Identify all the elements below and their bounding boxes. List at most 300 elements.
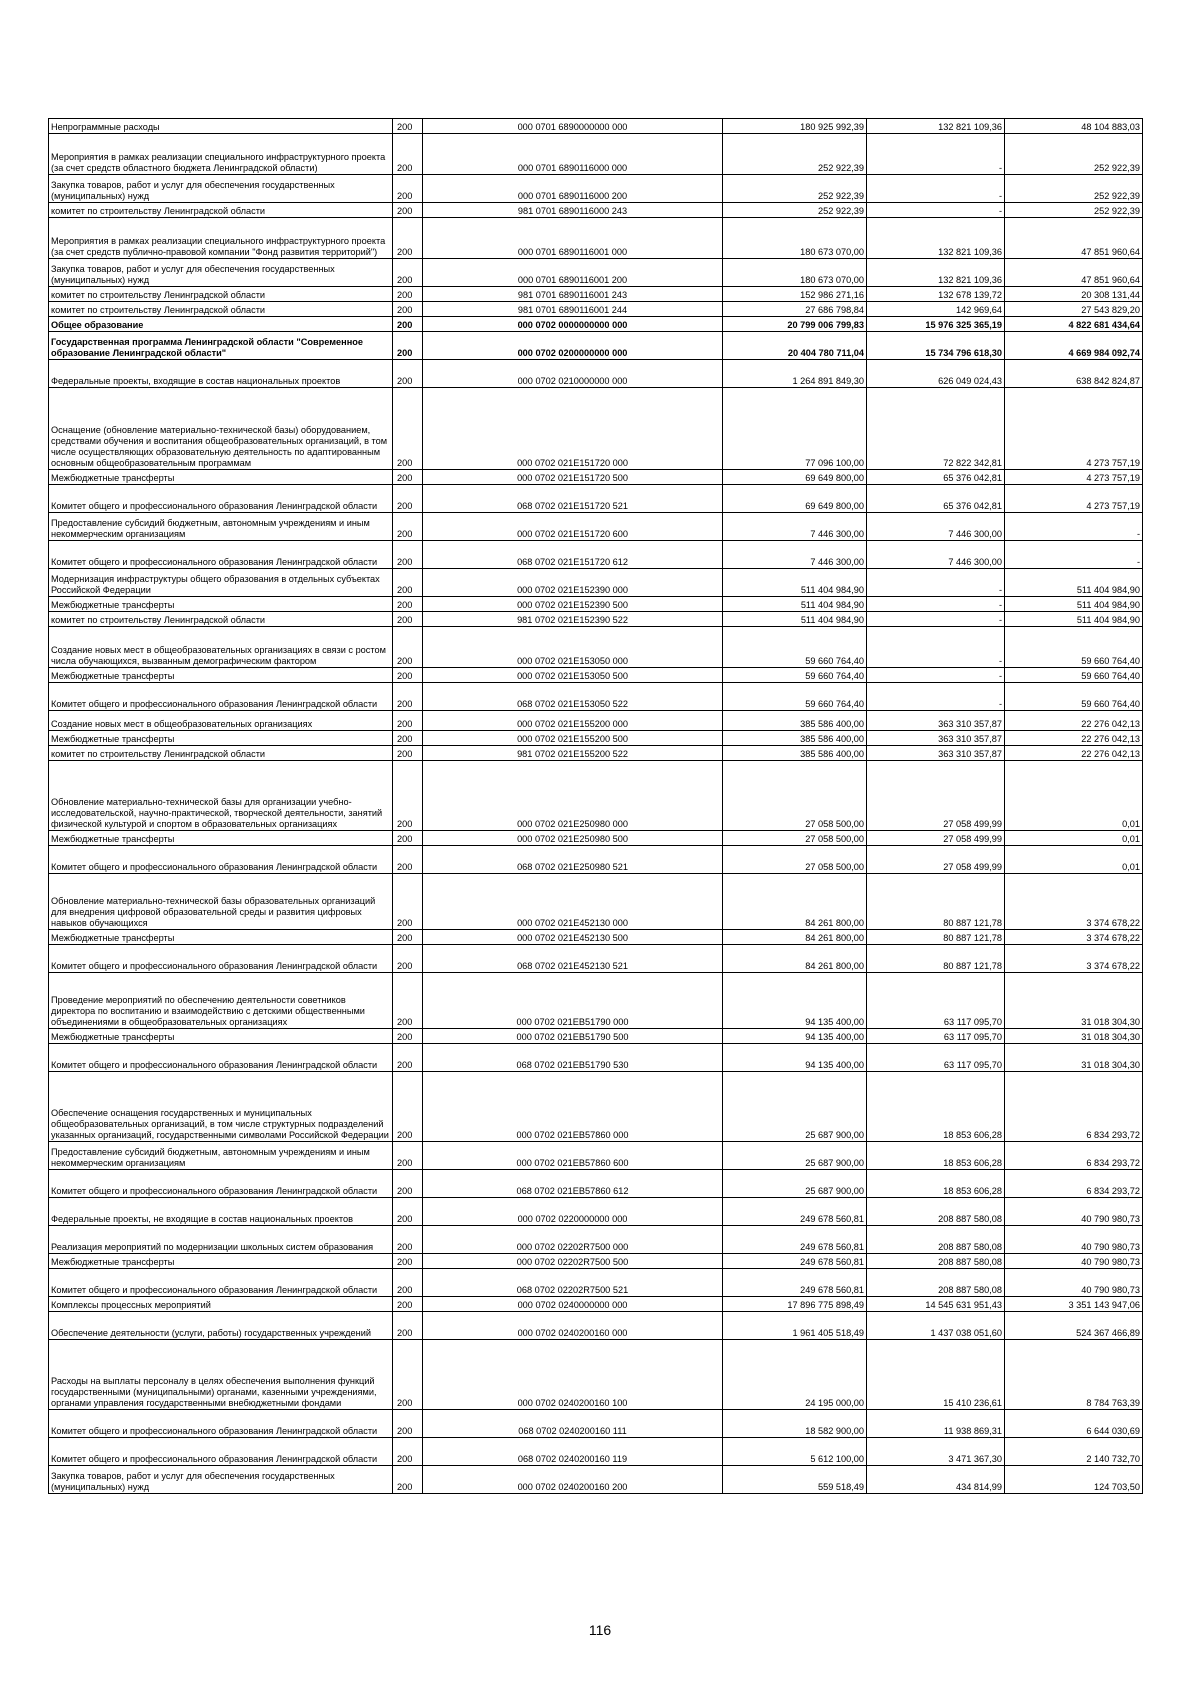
table-row xyxy=(49,612,1143,627)
row-budget-code: 981 0701 6890116000 243 xyxy=(423,203,723,218)
row-unexecuted-amount: 4 822 681 434,64 xyxy=(1005,317,1143,332)
row-line-code: 200 xyxy=(393,1269,423,1297)
row-executed-amount: - xyxy=(867,134,1005,175)
row-name: Мероприятия в рамках реализации специального инфраструктурного проекта (за счет средств публично-правовой компании "Фонд развития территорий") xyxy=(49,218,393,259)
row-budget-code: 000 0701 6890116000 200 xyxy=(423,175,723,203)
row-name: Государственная программа Ленинградской области "Современное образование Ленинградской области" xyxy=(49,332,393,360)
row-unexecuted-amount: 47 851 960,64 xyxy=(1005,218,1143,259)
table-row xyxy=(49,332,1143,360)
row-name: комитет по строительству Ленинградской области xyxy=(49,302,393,317)
table-row xyxy=(49,513,1143,541)
row-name: комитет по строительству Ленинградской области xyxy=(49,203,393,218)
row-approved-amount: 180 673 070,00 xyxy=(723,218,867,259)
page-number: 116 xyxy=(588,1622,612,1638)
row-approved-amount: 249 678 560,81 xyxy=(723,1254,867,1269)
row-unexecuted-amount: 40 790 980,73 xyxy=(1005,1254,1143,1269)
row-name: Обновление материально-технической базы для организации учебно-исследовательской, научно-практической, творческой деятельности, занятий физической культурой и спортом в образовательных организациях xyxy=(49,761,393,831)
row-executed-amount: 27 058 499,99 xyxy=(867,831,1005,846)
row-approved-amount: 249 678 560,81 xyxy=(723,1226,867,1254)
budget-execution-table xyxy=(48,118,1143,1494)
row-unexecuted-amount: 31 018 304,30 xyxy=(1005,1029,1143,1044)
row-line-code: 200 xyxy=(393,569,423,597)
row-approved-amount: 69 649 800,00 xyxy=(723,470,867,485)
row-approved-amount: 27 686 798,84 xyxy=(723,302,867,317)
row-line-code: 200 xyxy=(393,973,423,1029)
row-name: Комитет общего и профессионального образования Ленинградской области xyxy=(49,945,393,973)
table-row xyxy=(49,761,1143,831)
table-row xyxy=(49,1072,1143,1142)
row-unexecuted-amount: - xyxy=(1005,513,1143,541)
row-name: Общее образование xyxy=(49,317,393,332)
table-row xyxy=(49,175,1143,203)
row-approved-amount: 25 687 900,00 xyxy=(723,1142,867,1170)
row-unexecuted-amount: 59 660 764,40 xyxy=(1005,627,1143,668)
row-name: Межбюджетные трансферты xyxy=(49,1029,393,1044)
row-unexecuted-amount: 0,01 xyxy=(1005,831,1143,846)
row-budget-code: 000 0702 021E250980 000 xyxy=(423,761,723,831)
row-budget-code: 000 0701 6890116001 200 xyxy=(423,259,723,287)
row-name: Федеральные проекты, входящие в состав национальных проектов xyxy=(49,360,393,388)
row-unexecuted-amount: 4 273 757,19 xyxy=(1005,388,1143,470)
row-name: Мероприятия в рамках реализации специального инфраструктурного проекта (за счет средств областного бюджета Ленинградской области) xyxy=(49,134,393,175)
row-approved-amount: 59 660 764,40 xyxy=(723,627,867,668)
row-line-code: 200 xyxy=(393,541,423,569)
row-unexecuted-amount: 252 922,39 xyxy=(1005,175,1143,203)
row-unexecuted-amount: 20 308 131,44 xyxy=(1005,287,1143,302)
row-budget-code: 000 0702 0200000000 000 xyxy=(423,332,723,360)
row-budget-code: 000 0702 021E152390 000 xyxy=(423,569,723,597)
row-line-code: 200 xyxy=(393,668,423,683)
row-name: Непрограммные расходы xyxy=(49,119,393,134)
row-budget-code: 000 0702 0220000000 000 xyxy=(423,1198,723,1226)
row-budget-code: 000 0702 021E155200 000 xyxy=(423,711,723,731)
row-line-code: 200 xyxy=(393,1044,423,1072)
row-unexecuted-amount: - xyxy=(1005,541,1143,569)
row-budget-code: 000 0702 021E250980 500 xyxy=(423,831,723,846)
row-executed-amount: 18 853 606,28 xyxy=(867,1170,1005,1198)
row-executed-amount: - xyxy=(867,203,1005,218)
row-name: Закупка товаров, работ и услуг для обеспечения государственных (муниципальных) нужд xyxy=(49,1466,393,1494)
row-approved-amount: 1 961 405 518,49 xyxy=(723,1312,867,1340)
row-budget-code: 068 0702 021E452130 521 xyxy=(423,945,723,973)
table-row xyxy=(49,973,1143,1029)
row-executed-amount: - xyxy=(867,569,1005,597)
row-name: Федеральные проекты, не входящие в состав национальных проектов xyxy=(49,1198,393,1226)
table-row xyxy=(49,287,1143,302)
row-name: Комитет общего и профессионального образования Ленинградской области xyxy=(49,1170,393,1198)
row-unexecuted-amount: 0,01 xyxy=(1005,761,1143,831)
row-executed-amount: 15 734 796 618,30 xyxy=(867,332,1005,360)
row-name: Реализация мероприятий по модернизации школьных систем образования xyxy=(49,1226,393,1254)
row-budget-code: 000 0702 021EB51790 000 xyxy=(423,973,723,1029)
row-executed-amount: 132 821 109,36 xyxy=(867,259,1005,287)
row-line-code: 200 xyxy=(393,119,423,134)
row-line-code: 200 xyxy=(393,846,423,874)
row-approved-amount: 385 586 400,00 xyxy=(723,711,867,731)
row-name: Комитет общего и профессионального образования Ленинградской области xyxy=(49,683,393,711)
row-budget-code: 000 0701 6890116001 000 xyxy=(423,218,723,259)
row-name: Комплексы процессных мероприятий xyxy=(49,1297,393,1312)
row-unexecuted-amount: 22 276 042,13 xyxy=(1005,731,1143,746)
row-name: Комитет общего и профессионального образования Ленинградской области xyxy=(49,1044,393,1072)
row-unexecuted-amount: 511 404 984,90 xyxy=(1005,597,1143,612)
row-unexecuted-amount: 40 790 980,73 xyxy=(1005,1226,1143,1254)
row-budget-code: 000 0702 021E153050 500 xyxy=(423,668,723,683)
row-budget-code: 068 0702 021E151720 521 xyxy=(423,485,723,513)
row-line-code: 200 xyxy=(393,1226,423,1254)
row-executed-amount: - xyxy=(867,668,1005,683)
row-executed-amount: 63 117 095,70 xyxy=(867,1029,1005,1044)
row-line-code: 200 xyxy=(393,746,423,761)
row-unexecuted-amount: 6 834 293,72 xyxy=(1005,1072,1143,1142)
table-row xyxy=(49,1312,1143,1340)
row-executed-amount: 626 049 024,43 xyxy=(867,360,1005,388)
row-executed-amount: 80 887 121,78 xyxy=(867,945,1005,973)
row-name: Комитет общего и профессионального образования Ленинградской области xyxy=(49,1438,393,1466)
row-budget-code: 981 0702 021E152390 522 xyxy=(423,612,723,627)
row-unexecuted-amount: 252 922,39 xyxy=(1005,203,1143,218)
row-unexecuted-amount: 124 703,50 xyxy=(1005,1466,1143,1494)
row-budget-code: 000 0702 0240000000 000 xyxy=(423,1297,723,1312)
row-name: Закупка товаров, работ и услуг для обеспечения государственных (муниципальных) нужд xyxy=(49,175,393,203)
row-budget-code: 981 0702 021E155200 522 xyxy=(423,746,723,761)
row-approved-amount: 249 678 560,81 xyxy=(723,1269,867,1297)
row-executed-amount: 7 446 300,00 xyxy=(867,513,1005,541)
row-unexecuted-amount: 638 842 824,87 xyxy=(1005,360,1143,388)
row-budget-code: 000 0702 021E151720 000 xyxy=(423,388,723,470)
row-executed-amount: 208 887 580,08 xyxy=(867,1198,1005,1226)
row-budget-code: 068 0702 0240200160 111 xyxy=(423,1410,723,1438)
row-unexecuted-amount: 48 104 883,03 xyxy=(1005,119,1143,134)
row-line-code: 200 xyxy=(393,1142,423,1170)
table-row xyxy=(49,627,1143,668)
row-approved-amount: 94 135 400,00 xyxy=(723,1044,867,1072)
row-approved-amount: 511 404 984,90 xyxy=(723,612,867,627)
table-row xyxy=(49,1410,1143,1438)
row-executed-amount: 1 437 038 051,60 xyxy=(867,1312,1005,1340)
row-name: Межбюджетные трансферты xyxy=(49,668,393,683)
row-line-code: 200 xyxy=(393,1072,423,1142)
row-line-code: 200 xyxy=(393,683,423,711)
table-row xyxy=(49,470,1143,485)
row-name: Закупка товаров, работ и услуг для обеспечения государственных (муниципальных) нужд xyxy=(49,259,393,287)
row-unexecuted-amount: 40 790 980,73 xyxy=(1005,1269,1143,1297)
row-executed-amount: 434 814,99 xyxy=(867,1466,1005,1494)
row-approved-amount: 5 612 100,00 xyxy=(723,1438,867,1466)
row-unexecuted-amount: 31 018 304,30 xyxy=(1005,1044,1143,1072)
row-unexecuted-amount: 252 922,39 xyxy=(1005,134,1143,175)
row-name: Обеспечение оснащения государственных и муниципальных общеобразовательных организаций, в том числе структурных подразделений указанных организаций, государственными символами Российской Федерации xyxy=(49,1072,393,1142)
row-approved-amount: 249 678 560,81 xyxy=(723,1198,867,1226)
table-row xyxy=(49,1198,1143,1226)
row-budget-code: 000 0702 021E155200 500 xyxy=(423,731,723,746)
row-budget-code: 000 0702 021EB51790 500 xyxy=(423,1029,723,1044)
row-approved-amount: 24 195 000,00 xyxy=(723,1340,867,1410)
row-name: Комитет общего и профессионального образования Ленинградской области xyxy=(49,1410,393,1438)
row-executed-amount: 15 410 236,61 xyxy=(867,1340,1005,1410)
row-unexecuted-amount: 511 404 984,90 xyxy=(1005,612,1143,627)
row-approved-amount: 7 446 300,00 xyxy=(723,513,867,541)
row-line-code: 200 xyxy=(393,711,423,731)
row-approved-amount: 559 518,49 xyxy=(723,1466,867,1494)
row-executed-amount: 63 117 095,70 xyxy=(867,973,1005,1029)
row-line-code: 200 xyxy=(393,388,423,470)
row-budget-code: 000 0702 0000000000 000 xyxy=(423,317,723,332)
table-row xyxy=(49,1142,1143,1170)
row-executed-amount: 65 376 042,81 xyxy=(867,485,1005,513)
table-row xyxy=(49,317,1143,332)
row-budget-code: 000 0701 6890116000 000 xyxy=(423,134,723,175)
row-budget-code: 068 0702 021E250980 521 xyxy=(423,846,723,874)
row-name: комитет по строительству Ленинградской области xyxy=(49,612,393,627)
row-approved-amount: 94 135 400,00 xyxy=(723,973,867,1029)
table-body xyxy=(49,119,1143,1494)
row-line-code: 200 xyxy=(393,218,423,259)
row-line-code: 200 xyxy=(393,470,423,485)
row-name: комитет по строительству Ленинградской области xyxy=(49,287,393,302)
row-executed-amount: 27 058 499,99 xyxy=(867,846,1005,874)
row-line-code: 200 xyxy=(393,1198,423,1226)
table-row xyxy=(49,1340,1143,1410)
row-approved-amount: 84 261 800,00 xyxy=(723,930,867,945)
row-approved-amount: 511 404 984,90 xyxy=(723,597,867,612)
row-approved-amount: 180 673 070,00 xyxy=(723,259,867,287)
row-line-code: 200 xyxy=(393,874,423,930)
row-budget-code: 000 0702 0240200160 200 xyxy=(423,1466,723,1494)
table-row xyxy=(49,1029,1143,1044)
row-line-code: 200 xyxy=(393,175,423,203)
row-line-code: 200 xyxy=(393,1410,423,1438)
row-name: Обеспечение деятельности (услуги, работы) государственных учреждений xyxy=(49,1312,393,1340)
row-approved-amount: 77 096 100,00 xyxy=(723,388,867,470)
row-executed-amount: 11 938 869,31 xyxy=(867,1410,1005,1438)
row-line-code: 200 xyxy=(393,831,423,846)
row-budget-code: 000 0702 0210000000 000 xyxy=(423,360,723,388)
table-row xyxy=(49,846,1143,874)
row-executed-amount: 14 545 631 951,43 xyxy=(867,1297,1005,1312)
row-line-code: 200 xyxy=(393,259,423,287)
row-approved-amount: 18 582 900,00 xyxy=(723,1410,867,1438)
row-name: Межбюджетные трансферты xyxy=(49,731,393,746)
table-row xyxy=(49,203,1143,218)
table-row xyxy=(49,1170,1143,1198)
table-row xyxy=(49,134,1143,175)
row-executed-amount: 27 058 499,99 xyxy=(867,761,1005,831)
row-line-code: 200 xyxy=(393,287,423,302)
row-line-code: 200 xyxy=(393,627,423,668)
row-line-code: 200 xyxy=(393,1340,423,1410)
row-unexecuted-amount: 0,01 xyxy=(1005,846,1143,874)
row-unexecuted-amount: 40 790 980,73 xyxy=(1005,1198,1143,1226)
row-executed-amount: 208 887 580,08 xyxy=(867,1226,1005,1254)
row-approved-amount: 152 986 271,16 xyxy=(723,287,867,302)
row-name: Создание новых мест в общеобразовательных организациях xyxy=(49,711,393,731)
row-budget-code: 000 0702 021E153050 000 xyxy=(423,627,723,668)
row-approved-amount: 252 922,39 xyxy=(723,175,867,203)
row-name: Обновление материально-технической базы образовательных организаций для внедрения цифровой образовательной среды и развития цифровых навыков обучающихся xyxy=(49,874,393,930)
row-budget-code: 068 0702 021EB51790 530 xyxy=(423,1044,723,1072)
row-executed-amount: 72 822 342,81 xyxy=(867,388,1005,470)
row-executed-amount: - xyxy=(867,627,1005,668)
row-approved-amount: 27 058 500,00 xyxy=(723,846,867,874)
row-approved-amount: 69 649 800,00 xyxy=(723,485,867,513)
row-executed-amount: 80 887 121,78 xyxy=(867,874,1005,930)
row-approved-amount: 94 135 400,00 xyxy=(723,1029,867,1044)
row-unexecuted-amount: 6 834 293,72 xyxy=(1005,1170,1143,1198)
table-row xyxy=(49,945,1143,973)
row-budget-code: 000 0702 02202R7500 000 xyxy=(423,1226,723,1254)
row-name: Межбюджетные трансферты xyxy=(49,470,393,485)
table-row xyxy=(49,1269,1143,1297)
table-row xyxy=(49,541,1143,569)
table-row xyxy=(49,569,1143,597)
row-budget-code: 000 0702 02202R7500 500 xyxy=(423,1254,723,1269)
row-unexecuted-amount: 8 784 763,39 xyxy=(1005,1340,1143,1410)
row-unexecuted-amount: 4 669 984 092,74 xyxy=(1005,332,1143,360)
row-approved-amount: 252 922,39 xyxy=(723,203,867,218)
row-line-code: 200 xyxy=(393,302,423,317)
row-executed-amount: 3 471 367,30 xyxy=(867,1438,1005,1466)
row-approved-amount: 7 446 300,00 xyxy=(723,541,867,569)
row-name: Межбюджетные трансферты xyxy=(49,597,393,612)
row-executed-amount: 18 853 606,28 xyxy=(867,1072,1005,1142)
row-unexecuted-amount: 59 660 764,40 xyxy=(1005,668,1143,683)
row-name: Проведение мероприятий по обеспечению деятельности советников директора по воспитанию и взаимодействию с детскими общественными объединениями в общеобразовательных организациях xyxy=(49,973,393,1029)
row-unexecuted-amount: 6 834 293,72 xyxy=(1005,1142,1143,1170)
row-name: Межбюджетные трансферты xyxy=(49,831,393,846)
row-line-code: 200 xyxy=(393,1170,423,1198)
row-name: Оснащение (обновление материально-технической базы) оборудованием, средствами обучения и воспитания общеобразовательных организаций, в том числе осуществляющих образовательную деятельность по адаптированным основным общеобразовательным программам xyxy=(49,388,393,470)
table-row xyxy=(49,683,1143,711)
row-executed-amount: 363 310 357,87 xyxy=(867,731,1005,746)
row-unexecuted-amount: 3 374 678,22 xyxy=(1005,874,1143,930)
table-row xyxy=(49,1226,1143,1254)
row-approved-amount: 385 586 400,00 xyxy=(723,731,867,746)
row-budget-code: 000 0702 021E152390 500 xyxy=(423,597,723,612)
row-budget-code: 000 0702 0240200160 100 xyxy=(423,1340,723,1410)
row-unexecuted-amount: 511 404 984,90 xyxy=(1005,569,1143,597)
table-row xyxy=(49,1466,1143,1494)
row-name: Расходы на выплаты персоналу в целях обеспечения выполнения функций государственными (муниципальными) органами, казенными учреждениями, органами управления государственными внебюджетными фондами xyxy=(49,1340,393,1410)
row-line-code: 200 xyxy=(393,945,423,973)
row-budget-code: 068 0702 0240200160 119 xyxy=(423,1438,723,1466)
row-line-code: 200 xyxy=(393,203,423,218)
row-budget-code: 000 0702 021E452130 000 xyxy=(423,874,723,930)
row-executed-amount: 132 678 139,72 xyxy=(867,287,1005,302)
row-line-code: 200 xyxy=(393,485,423,513)
row-name: комитет по строительству Ленинградской области xyxy=(49,746,393,761)
row-approved-amount: 84 261 800,00 xyxy=(723,945,867,973)
row-approved-amount: 17 896 775 898,49 xyxy=(723,1297,867,1312)
row-approved-amount: 385 586 400,00 xyxy=(723,746,867,761)
row-name: Комитет общего и профессионального образования Ленинградской области xyxy=(49,1269,393,1297)
row-approved-amount: 511 404 984,90 xyxy=(723,569,867,597)
row-name: Комитет общего и профессионального образования Ленинградской области xyxy=(49,846,393,874)
row-unexecuted-amount: 59 660 764,40 xyxy=(1005,683,1143,711)
row-line-code: 200 xyxy=(393,360,423,388)
table-row xyxy=(49,218,1143,259)
table-row xyxy=(49,259,1143,287)
table-row xyxy=(49,746,1143,761)
row-approved-amount: 59 660 764,40 xyxy=(723,683,867,711)
row-budget-code: 981 0701 6890116001 243 xyxy=(423,287,723,302)
row-line-code: 200 xyxy=(393,731,423,746)
row-executed-amount: 208 887 580,08 xyxy=(867,1269,1005,1297)
row-executed-amount: 80 887 121,78 xyxy=(867,930,1005,945)
row-approved-amount: 180 925 992,39 xyxy=(723,119,867,134)
table-row xyxy=(49,1297,1143,1312)
row-executed-amount: - xyxy=(867,175,1005,203)
row-name: Предоставление субсидий бюджетным, автономным учреждениям и иным некоммерческим организациям xyxy=(49,513,393,541)
table-row xyxy=(49,1254,1143,1269)
row-name: Комитет общего и профессионального образования Ленинградской области xyxy=(49,541,393,569)
row-unexecuted-amount: 6 644 030,69 xyxy=(1005,1410,1143,1438)
table-row xyxy=(49,731,1143,746)
table-row xyxy=(49,1438,1143,1466)
row-executed-amount: 132 821 109,36 xyxy=(867,119,1005,134)
row-approved-amount: 59 660 764,40 xyxy=(723,668,867,683)
row-line-code: 200 xyxy=(393,597,423,612)
row-line-code: 200 xyxy=(393,317,423,332)
row-line-code: 200 xyxy=(393,612,423,627)
row-executed-amount: 18 853 606,28 xyxy=(867,1142,1005,1170)
row-executed-amount: 65 376 042,81 xyxy=(867,470,1005,485)
row-unexecuted-amount: 3 374 678,22 xyxy=(1005,945,1143,973)
row-line-code: 200 xyxy=(393,1297,423,1312)
row-approved-amount: 25 687 900,00 xyxy=(723,1170,867,1198)
row-name: Межбюджетные трансферты xyxy=(49,1254,393,1269)
row-budget-code: 068 0702 021E151720 612 xyxy=(423,541,723,569)
row-line-code: 200 xyxy=(393,134,423,175)
row-budget-code: 000 0702 0240200160 000 xyxy=(423,1312,723,1340)
table-row xyxy=(49,874,1143,930)
row-budget-code: 068 0702 02202R7500 521 xyxy=(423,1269,723,1297)
row-executed-amount: 63 117 095,70 xyxy=(867,1044,1005,1072)
row-approved-amount: 84 261 800,00 xyxy=(723,874,867,930)
row-approved-amount: 20 799 006 799,83 xyxy=(723,317,867,332)
row-unexecuted-amount: 47 851 960,64 xyxy=(1005,259,1143,287)
table-row xyxy=(49,360,1143,388)
table-row xyxy=(49,668,1143,683)
row-approved-amount: 27 058 500,00 xyxy=(723,761,867,831)
row-line-code: 200 xyxy=(393,332,423,360)
row-approved-amount: 25 687 900,00 xyxy=(723,1072,867,1142)
table-row xyxy=(49,388,1143,470)
row-executed-amount: - xyxy=(867,683,1005,711)
row-line-code: 200 xyxy=(393,1438,423,1466)
row-unexecuted-amount: 31 018 304,30 xyxy=(1005,973,1143,1029)
table-row xyxy=(49,119,1143,134)
row-budget-code: 000 0701 6890000000 000 xyxy=(423,119,723,134)
row-budget-code: 000 0702 021E151720 500 xyxy=(423,470,723,485)
row-unexecuted-amount: 22 276 042,13 xyxy=(1005,711,1143,731)
row-name: Комитет общего и профессионального образования Ленинградской области xyxy=(49,485,393,513)
row-executed-amount: - xyxy=(867,612,1005,627)
row-executed-amount: 208 887 580,08 xyxy=(867,1254,1005,1269)
row-unexecuted-amount: 524 367 466,89 xyxy=(1005,1312,1143,1340)
row-name: Межбюджетные трансферты xyxy=(49,930,393,945)
row-budget-code: 068 0702 021E153050 522 xyxy=(423,683,723,711)
row-executed-amount: 363 310 357,87 xyxy=(867,746,1005,761)
row-name: Создание новых мест в общеобразовательных организациях в связи с ростом числа обучающихся, вызванным демографическим фактором xyxy=(49,627,393,668)
row-budget-code: 068 0702 021EB57860 612 xyxy=(423,1170,723,1198)
table-row xyxy=(49,711,1143,731)
row-budget-code: 000 0702 021EB57860 000 xyxy=(423,1072,723,1142)
row-unexecuted-amount: 22 276 042,13 xyxy=(1005,746,1143,761)
row-approved-amount: 252 922,39 xyxy=(723,134,867,175)
table-row xyxy=(49,597,1143,612)
row-name: Предоставление субсидий бюджетным, автономным учреждениям и иным некоммерческим организациям xyxy=(49,1142,393,1170)
